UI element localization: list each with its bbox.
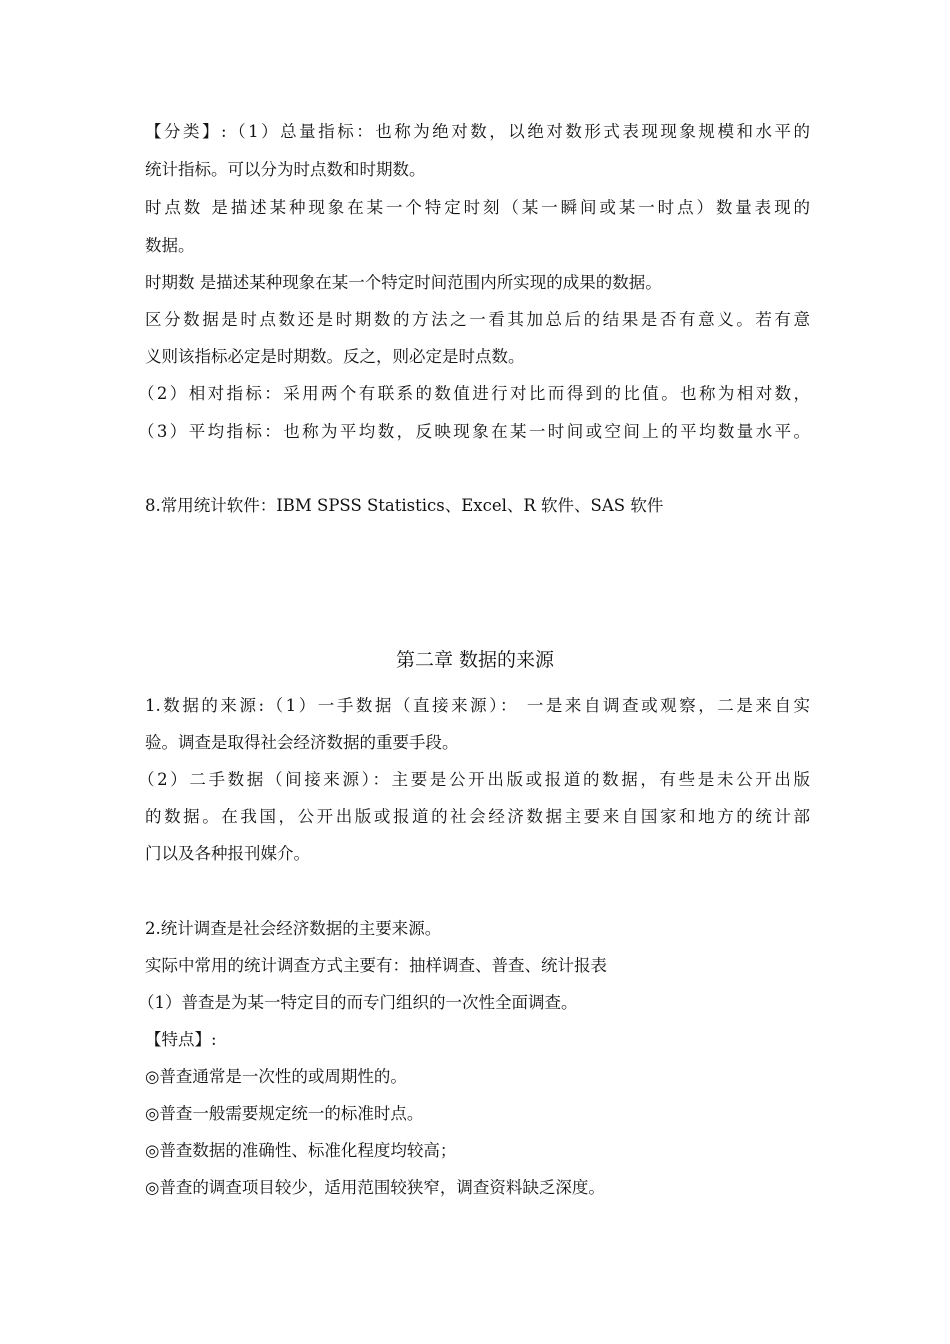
bullet-item: ◎普查一般需要规定统一的标准时点。	[145, 1104, 424, 1123]
paragraph-line: 的数据。在我国，公开出版或报道的社会经济数据主要来自国家和地方的统计部	[145, 807, 810, 826]
paragraph-line: 统计指标。可以分为时点数和时期数。	[145, 160, 426, 179]
paragraph-line: 数据。	[145, 236, 195, 255]
paragraph-line: 时期数 是描述某种现象在某一个特定时间范围内所实现的成果的数据。	[145, 273, 662, 292]
features-heading: 【特点】:	[145, 1030, 217, 1049]
paragraph-line: 2.统计调查是社会经济数据的主要来源。	[145, 919, 442, 938]
software-line: 8.常用统计软件：IBM SPSS Statistics、Excel、R 软件、SAS 软件	[145, 496, 664, 515]
paragraph-line: 义则该指标必定是时期数。反之，则必定是时点数。	[145, 347, 525, 366]
paragraph-line: （2）二手数据（间接来源）：主要是公开出版或报道的数据，有些是未公开出版	[138, 770, 810, 789]
chapter-title: 第二章 数据的来源	[395, 649, 555, 671]
paragraph-line: 1.数据的来源:（1）一手数据（直接来源）： 一是来自调查或观察，二是来自实	[145, 696, 810, 715]
paragraph-line: （2）相对指标：采用两个有联系的数值进行对比而得到的比值。也称为相对数，	[138, 384, 810, 403]
bullet-item: ◎普查数据的准确性、标准化程度均较高；	[145, 1141, 457, 1160]
paragraph-line: （1）普查是为某一特定目的而专门组织的一次性全面调查。	[138, 993, 578, 1012]
paragraph-line: 时点数 是描述某种现象在某一个特定时刻（某一瞬间或某一时点）数量表现的	[145, 198, 810, 217]
bullet-item: ◎普查通常是一次性的或周期性的。	[145, 1067, 407, 1086]
paragraph-line: （3）平均指标：也称为平均数，反映现象在某一时间或空间上的平均数量水平。	[138, 422, 810, 441]
paragraph-line: 区分数据是时点数还是时期数的方法之一看其加总后的结果是否有意义。若有意	[145, 310, 810, 329]
paragraph-line: 实际中常用的统计调查方式主要有：抽样调查、普查、统计报表	[145, 956, 607, 975]
bullet-item: ◎普查的调查项目较少，适用范围较狭窄，调查资料缺乏深度。	[145, 1178, 605, 1197]
paragraph-line: 【分类】:（1）总量指标：也称为绝对数，以绝对数形式表现现象规模和水平的	[145, 122, 810, 141]
paragraph-line: 门以及各种报刊媒介。	[145, 844, 310, 863]
paragraph-line: 验。调查是取得社会经济数据的重要手段。	[145, 733, 459, 752]
